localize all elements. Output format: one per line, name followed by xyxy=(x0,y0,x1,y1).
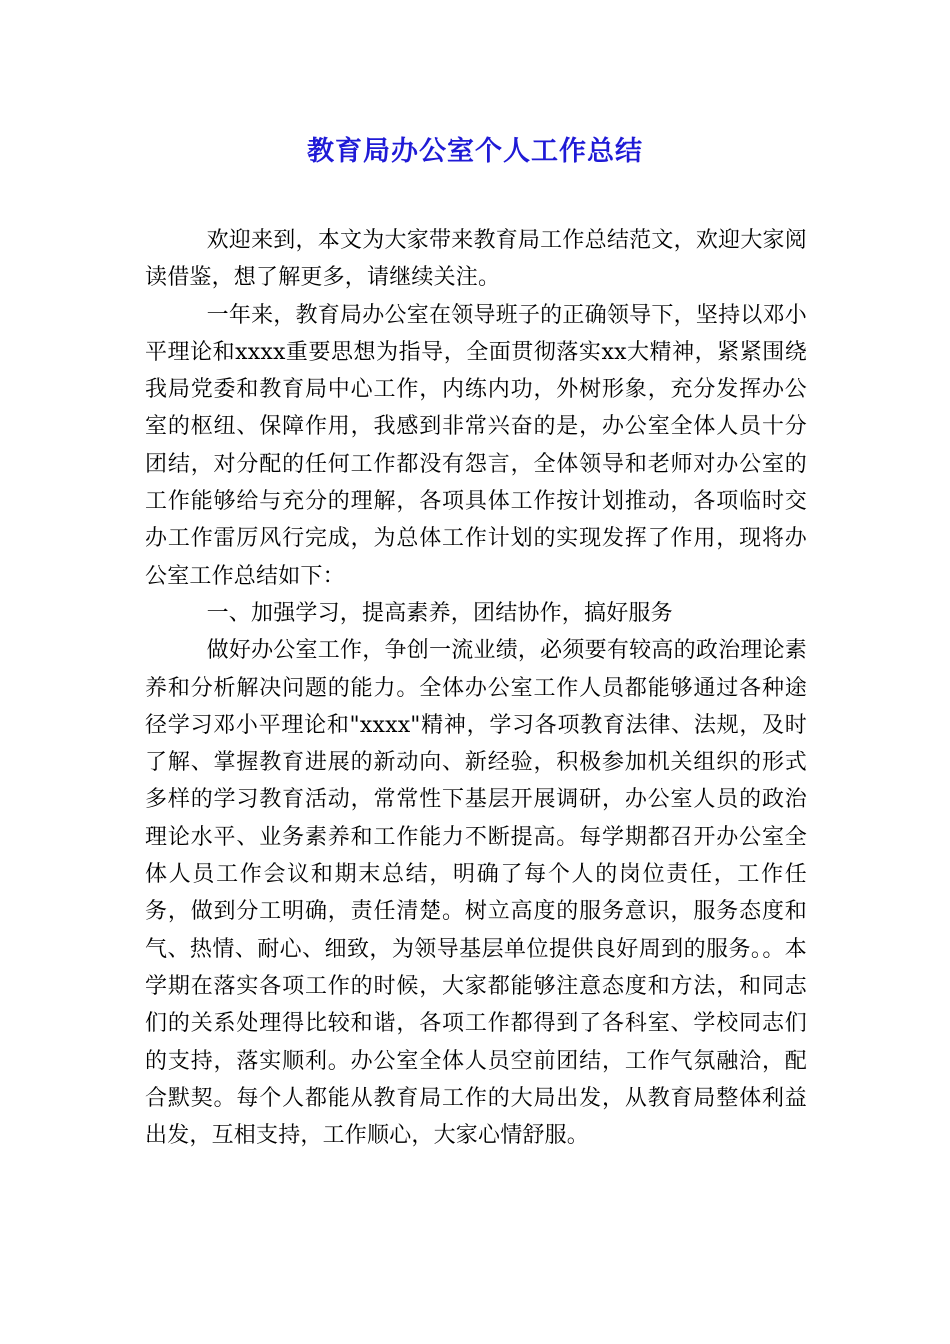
section-body-paragraph: 做好办公室工作，争创一流业绩，必须要有较高的政治理论素养和分析解决问题的能力。全体办公室工作人员都能够通过各种途径学习邓小平理论和"xxxx"精神，学习各项教育法律、法规，及时了解、掌握教育进展的新动向、新经验，积极参加机关组织的形式多样的学习教育活动，常常性下基层开展调研，办公室人员的政治理论水平、业务素养和工作能力不断提高。每学期都召开办公室全体人员工作会议和期末总结，明确了每个人的岗位责任，工作任务，做到分工明确，责任清楚。树立高度的服务意识，服务态度和气、热情、耐心、细致，为领导基层单位提供良好周到的服务。。本学期在落实各项工作的时候，大家都能够注意态度和方法，和同志们的关系处理得比较和谐，各项工作都得到了各科室、学校同志们的支持，落实顺利。办公室全体人员空前团结，工作气氛融洽，配合默契。每个人都能从教育局工作的大局出发，从教育局整体利益出发，互相支持，工作顺心，大家心情舒服。 xyxy=(145,638,807,1149)
overview-paragraph: 一年来，教育局办公室在领导班子的正确领导下，坚持以邓小平理论和xxxx重要思想为指导，全面贯彻落实xx大精神，紧紧围绕我局党委和教育局中心工作，内练内功，外树形象，充分发挥办公室的枢纽、保障作用，我感到非常兴奋的是，办公室全体人员十分团结，对分配的任何工作都没有怨言，全体领导和老师对办公室的工作能够给与充分的理解，各项具体工作按计划推动，各项临时交办工作雷厉风行完成，为总体工作计划的实现发挥了作用，现将办公室工作总结如下： xyxy=(145,302,807,589)
intro-paragraph: 欢迎来到，本文为大家带来教育局工作总结范文，欢迎大家阅读借鉴，想了解更多，请继续关注。 xyxy=(145,228,807,291)
document-title: 教育局办公室个人工作总结 xyxy=(307,136,643,167)
section-heading: 一、加强学习，提高素养，团结协作，搞好服务 xyxy=(206,600,673,626)
document-body xyxy=(145,222,807,1154)
